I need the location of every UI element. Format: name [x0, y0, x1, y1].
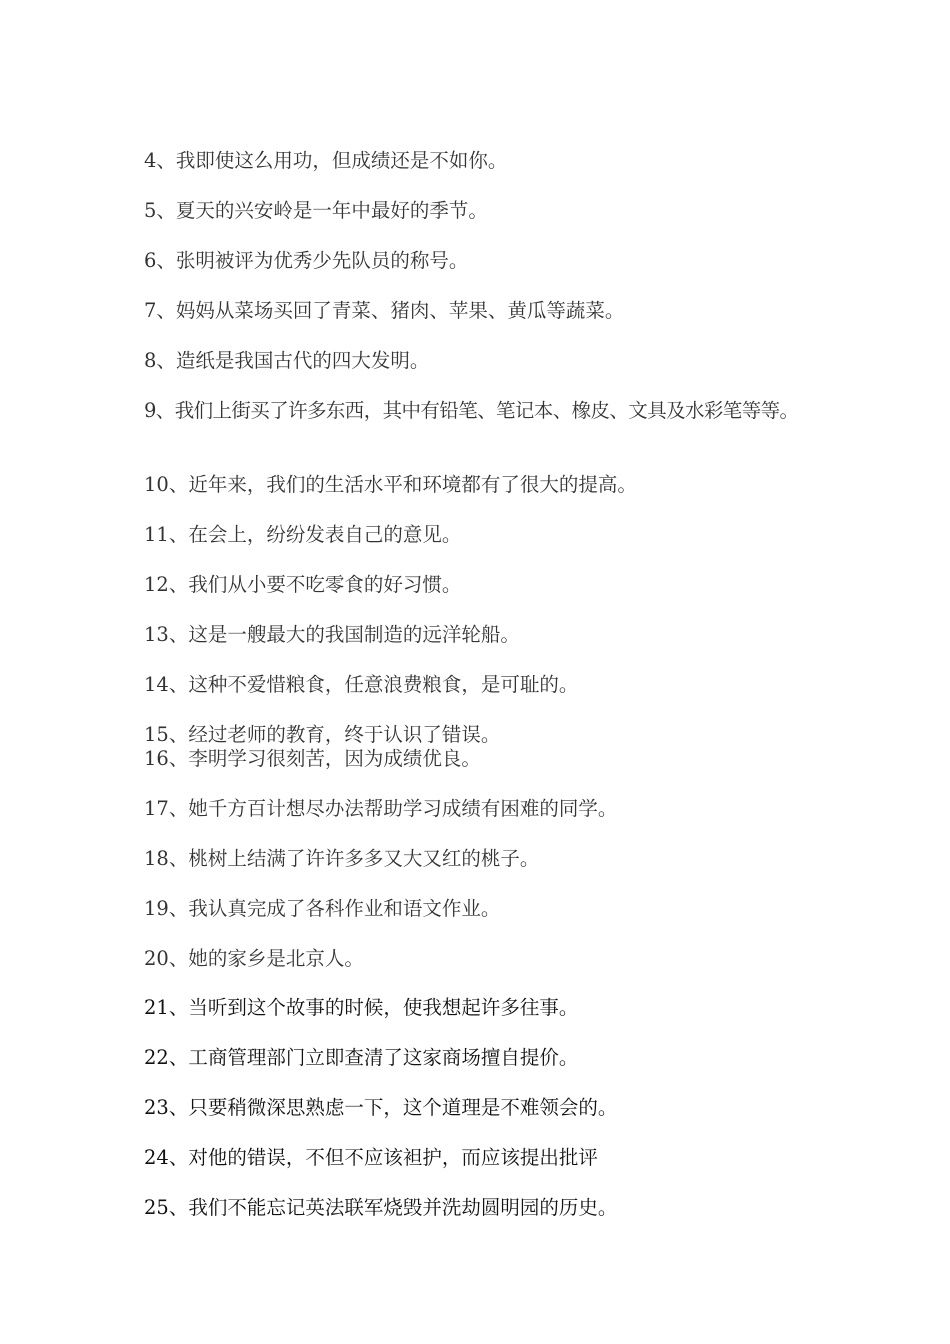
sentence-14: 14、这种不爱惜粮食，任意浪费粮食，是可耻的。 [144, 673, 579, 696]
sentence-5: 5、夏天的兴安岭是一年中最好的季节。 [144, 199, 488, 222]
sentence-21: 21、当听到这个故事的时候，使我想起许多往事。 [144, 996, 579, 1019]
sentence-17: 17、她千方百计想尽办法帮助学习成绩有困难的同学。 [144, 797, 618, 820]
sentence-4: 4、我即使这么用功，但成绩还是不如你。 [144, 149, 508, 172]
sentence-9: 9、我们上街买了许多东西，其中有铅笔、笔记本、橡皮、文具及水彩笔等等。 [144, 399, 799, 422]
sentence-7: 7、妈妈从菜场买回了青菜、猪肉、苹果、黄瓜等蔬菜。 [144, 299, 625, 322]
sentence-22: 22、工商管理部门立即查清了这家商场擅自提价。 [144, 1046, 579, 1069]
sentence-23: 23、只要稍微深思熟虑一下，这个道理是不难领会的。 [144, 1096, 618, 1119]
sentence-12: 12、我们从小要不吃零食的好习惯。 [144, 573, 462, 596]
sentence-19: 19、我认真完成了各科作业和语文作业。 [144, 897, 501, 920]
sentence-25: 25、我们不能忘记英法联军烧毁并洗劫圆明园的历史。 [144, 1196, 618, 1219]
sentence-11: 11、在会上，纷纷发表自己的意见。 [144, 523, 462, 546]
sentence-15: 15、经过老师的教育，终于认识了错误。 [144, 723, 501, 746]
sentence-10: 10、近年来，我们的生活水平和环境都有了很大的提高。 [144, 473, 637, 496]
sentence-20: 20、她的家乡是北京人。 [144, 947, 364, 970]
sentence-24: 24、对他的错误，不但不应该袒护，而应该提出批评 [144, 1146, 598, 1169]
sentence-8: 8、造纸是我国古代的四大发明。 [144, 349, 430, 372]
sentence-16: 16、李明学习很刻苦，因为成绩优良。 [144, 747, 481, 770]
sentence-13: 13、这是一艘最大的我国制造的远洋轮船。 [144, 623, 520, 646]
sentence-6: 6、张明被评为优秀少先队员的称号。 [144, 249, 469, 272]
sentence-18: 18、桃树上结满了许许多多又大又红的桃子。 [144, 847, 540, 870]
